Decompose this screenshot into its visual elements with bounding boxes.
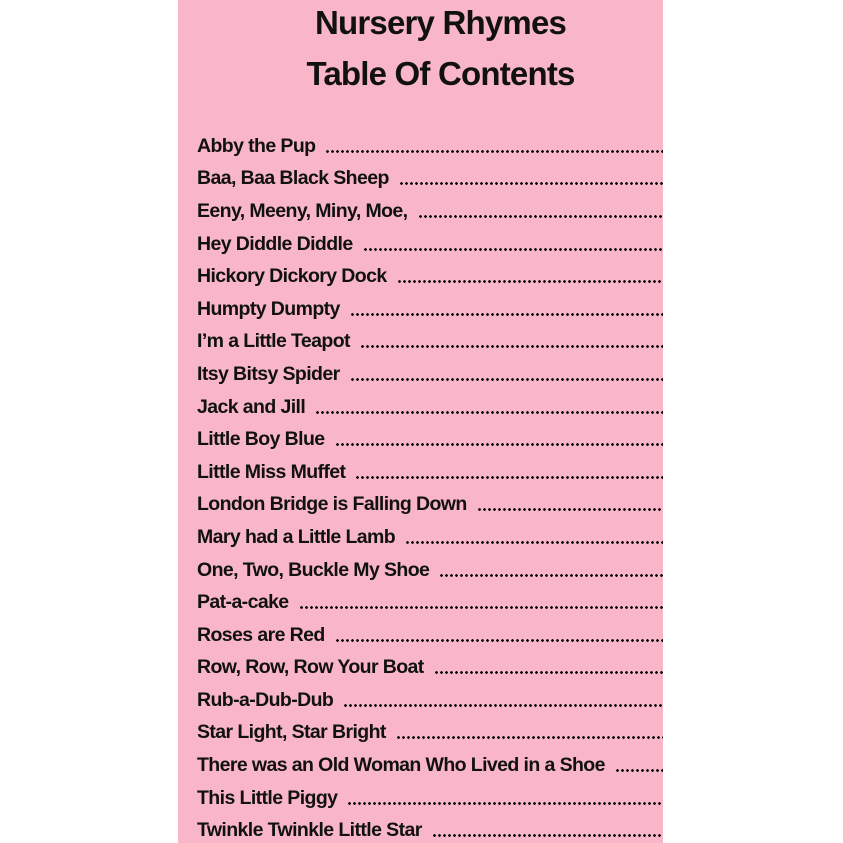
toc-entry-title: Rub-a-Dub-Dub [197, 688, 334, 711]
toc-list [197, 130, 663, 843]
toc-entry-title: Row, Row, Row Your Boat [197, 656, 424, 679]
toc-entry[interactable] [197, 130, 663, 163]
dot-leader [355, 473, 663, 481]
page-title-line-2: Table Of Contents [306, 55, 575, 92]
toc-entry-title: Eeny, Meeny, Miny, Moe, [197, 199, 408, 222]
toc-entry-title: One, Two, Buckle My Shoe [197, 558, 430, 581]
toc-entry[interactable] [197, 423, 663, 456]
dot-leader [434, 669, 663, 677]
page-title-line-1: Nursery Rhymes [314, 4, 567, 41]
toc-entry-title: Hey Diddle Diddle [197, 232, 353, 255]
toc-entry[interactable] [197, 228, 663, 261]
toc-entry[interactable] [197, 717, 663, 750]
toc-entry-title: Itsy Bitsy Spider [197, 362, 340, 385]
toc-entry-title: Roses are Red [197, 623, 325, 646]
toc-entry-title: Humpty Dumpty [197, 297, 340, 320]
dot-leader [315, 408, 663, 416]
toc-entry[interactable] [197, 554, 663, 587]
toc-entry[interactable] [197, 782, 663, 815]
dot-leader [477, 506, 663, 514]
toc-entry-title: Pat-a-cake [197, 591, 289, 614]
toc-entry[interactable] [197, 521, 663, 554]
toc-entry-title: Star Light, Star Bright [197, 721, 386, 744]
toc-entry[interactable] [197, 195, 663, 228]
toc-entry[interactable] [197, 326, 663, 359]
dot-leader [396, 734, 663, 742]
toc-entry[interactable] [197, 586, 663, 619]
dot-leader [350, 375, 663, 383]
dot-leader [335, 636, 663, 644]
dot-leader [347, 799, 663, 807]
toc-entry[interactable] [197, 684, 663, 717]
toc-entry[interactable] [197, 456, 663, 489]
toc-entry-title: Twinkle Twinkle Little Star [197, 819, 422, 842]
toc-entry[interactable] [197, 652, 663, 685]
dot-leader [615, 767, 663, 775]
toc-entry[interactable] [197, 260, 663, 293]
toc-entry[interactable] [197, 489, 663, 522]
toc-entry-title: Hickory Dickory Dock [197, 265, 387, 288]
toc-entry[interactable] [197, 749, 663, 782]
dot-leader [439, 571, 663, 579]
toc-entry[interactable] [197, 358, 663, 391]
toc-entry-title: Little Boy Blue [197, 428, 325, 451]
toc-entry-title: This Little Piggy [197, 786, 338, 809]
toc-entry[interactable] [197, 163, 663, 196]
toc-entry-title: I’m a Little Teapot [197, 330, 350, 353]
dot-leader [418, 212, 664, 220]
dot-leader [405, 538, 663, 546]
dot-leader [360, 343, 663, 351]
toc-entry-title: Mary had a Little Lamb [197, 525, 396, 548]
dot-leader [343, 701, 663, 709]
dot-leader [363, 245, 663, 253]
toc-entry-title: Abby the Pup [197, 134, 316, 157]
toc-entry-title: Jack and Jill [197, 395, 306, 418]
toc-entry[interactable] [197, 293, 663, 326]
dot-leader [397, 278, 663, 286]
dot-leader [350, 310, 663, 318]
dot-leader [299, 604, 663, 612]
toc-entry-title: Little Miss Muffet [197, 460, 346, 483]
dot-leader [399, 180, 663, 188]
toc-entry[interactable] [197, 391, 663, 424]
toc-entry[interactable] [197, 814, 663, 843]
toc-entry-title: Baa, Baa Black Sheep [197, 167, 389, 190]
toc-entry-title: There was an Old Woman Who Lived in a Shoe [197, 754, 605, 777]
table-of-contents-page [178, 0, 663, 843]
dot-leader [335, 441, 663, 449]
toc-entry-title: London Bridge is Falling Down [197, 493, 467, 516]
dot-leader [325, 147, 663, 155]
toc-entry[interactable] [197, 619, 663, 652]
dot-leader [432, 832, 663, 840]
